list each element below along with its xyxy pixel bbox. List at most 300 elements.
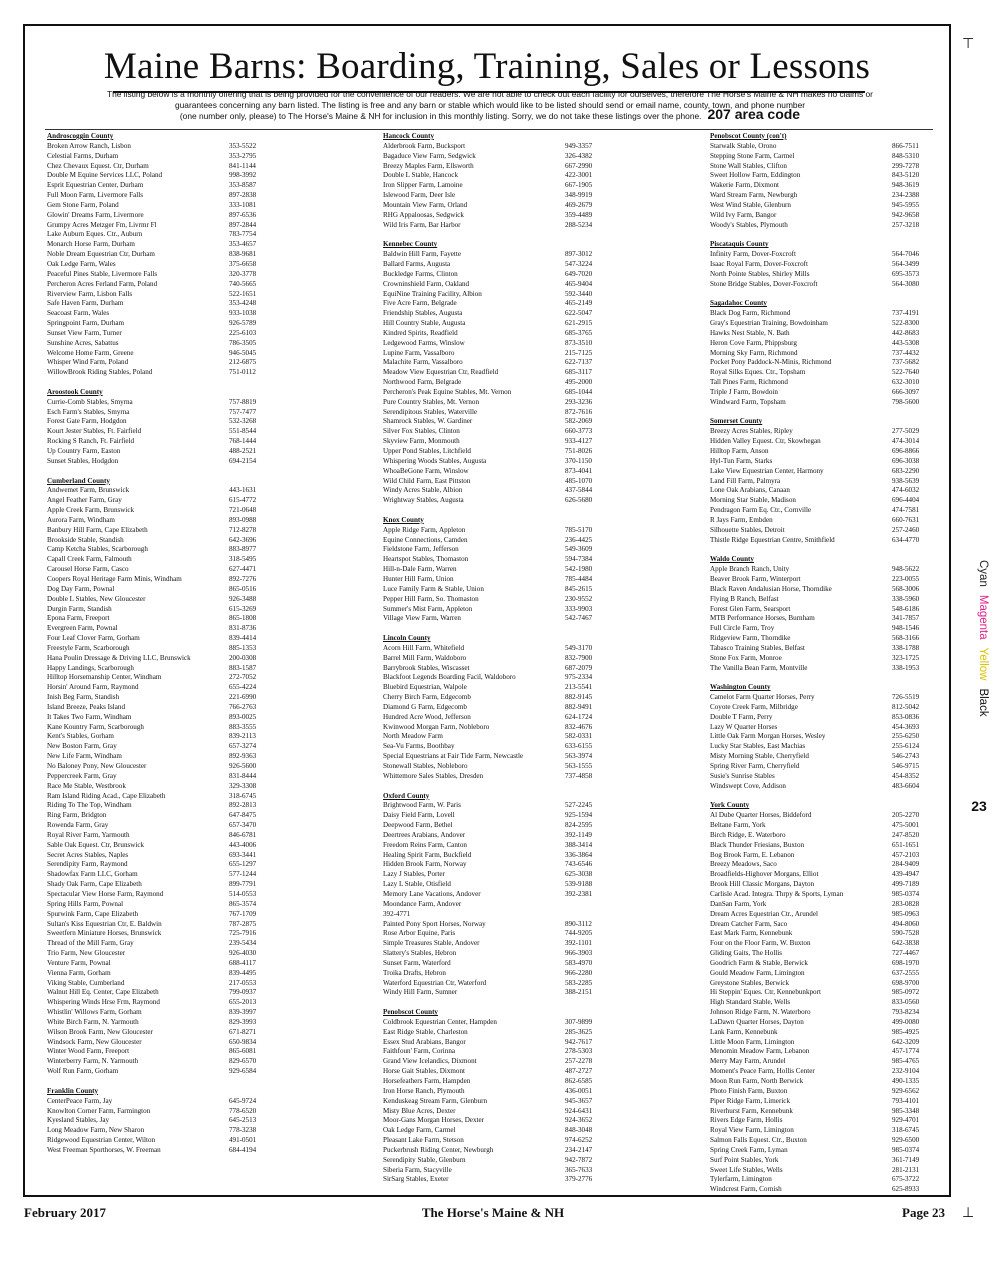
barn-name: Aurora Farm, Windham [47,515,115,524]
barn-name: Morning Star Stable, Madison [710,496,796,505]
barn-name: Windsock Farm, New Gloucester [47,1037,142,1046]
barn-phone: 865-3574 [229,899,257,908]
barn-listing-row [47,634,279,644]
barn-name: Daisy Field Farm, Lovell [383,811,455,820]
barn-phone: 539-9188 [565,880,593,889]
barn-phone: 892-9363 [229,752,257,761]
barn-name: Bagaduce View Farm, Sedgwick [383,151,476,160]
barn-name: Greystone Stables, Berwick [710,978,789,987]
barn-phone: 946-5045 [229,348,257,357]
barn-phone: 872-7616 [565,407,593,416]
barn-name: Wrightway Stables, Augusta [383,496,464,505]
crop-mark-top-icon: ⊤ [962,36,975,52]
barn-phone: 436-0051 [565,1086,593,1095]
barn-listing-row [47,605,279,615]
barn-name: Hana Poulin Dressage & Driving LLC, Brunswick [47,653,191,662]
barn-listing-row [47,831,279,841]
section-gap [383,998,615,1008]
barn-listing-row [710,988,942,998]
barn-listing-row [383,486,615,496]
barn-listing-row [710,624,942,634]
barn-phone: 239-5434 [229,939,257,948]
barn-phone: 338-1953 [892,663,920,672]
barn-listing-row [383,1087,615,1097]
barn-listing-row [47,1116,279,1126]
barn-listing-row [47,673,279,683]
barn-listing-row [47,260,279,270]
barn-phone: 483-6604 [892,781,920,790]
barn-phone: 649-7020 [565,269,593,278]
barn-listing-row [710,575,942,585]
barn-listing-row [383,142,615,152]
barn-phone: 945-5955 [892,200,920,209]
barn-name: Walnut Hill Eq. Center, Cape Elizabeth [47,988,159,997]
barn-listing-row [710,949,942,959]
barn-phone: 257-2460 [892,525,920,534]
barn-name: West Freeman Sporthorses, W. Freeman [47,1145,161,1154]
barn-listing-row [383,1077,615,1087]
barn-listing-row [47,644,279,654]
barn-phone: 744-9205 [565,929,593,938]
barn-phone: 469-2679 [565,200,593,209]
barn-listing-row [47,782,279,792]
barn-name: Hawks Nest Stable, N. Bath [710,328,790,337]
barn-phone: 205-2270 [892,811,920,820]
barn-phone: 359-4489 [565,210,593,219]
county-heading: Washington County [710,683,771,692]
county-heading: Hancock County [383,132,435,140]
barn-listing-row [47,1057,279,1067]
barn-listing-row [710,1038,942,1048]
barn-name: Viking Stable, Cumberland [47,978,125,987]
barn-listing-row [383,536,615,546]
barn-listing-row [47,949,279,959]
barn-listing-row [383,762,615,772]
barn-name: North Pointe Stables, Shirley Mills [710,269,810,278]
barn-name: Gliding Gaits, The Hollis [710,949,782,958]
barn-listing-row [383,821,615,831]
barn-name: Percheron's Peak Equine Stables, Mt. Vernon [383,387,512,396]
barn-name: Lone Oak Arabians, Canaan [710,486,790,495]
barn-name: Broadfields-Highover Morgans, Elliot [710,870,819,879]
barn-name: Silver Fox Stables, Clinton [383,427,460,436]
barn-phone: 829-3993 [229,1017,257,1026]
barn-phone: 726-5519 [892,693,920,702]
barn-listing-row [47,162,279,172]
barn-phone: 465-9404 [565,279,593,288]
barn-listing-row [47,181,279,191]
barn-listing-row [383,1126,615,1136]
barn-listing-row [383,929,615,939]
barn-phone: 712-8278 [229,525,257,534]
barn-phone: 833-0560 [892,998,920,1007]
crop-mark-bottom-icon: ⊥ [962,1205,975,1221]
barn-listing-row [383,1097,615,1107]
barn-listing-row [710,644,942,654]
barn-name: Wolf Run Farm, Gorham [47,1067,119,1076]
barn-phone: 257-2278 [565,1057,593,1066]
barn-listing-row [383,575,615,585]
barn-listing-row [710,1018,942,1028]
barn-name: Forest Glen Farm, Searsport [710,604,791,613]
barn-phone: 787-2875 [229,919,257,928]
barn-name: Acorn Hill Farm, Whitefield [383,643,465,652]
barn-listing-row [47,910,279,920]
barn-phone: 522-7640 [892,368,920,377]
barn-phone: 624-1724 [565,712,593,721]
barn-name: Puckerbrush Riding Center, Newburgh [383,1145,494,1154]
barn-listing-row [47,683,279,693]
barn-phone: 799-0937 [229,988,257,997]
barn-listing-row [383,644,615,654]
barn-listing-row [383,831,615,841]
barn-name: WillowBrook Riding Stables, Poland [47,368,153,377]
barn-phone: 392-2381 [565,889,593,898]
barn-listing-row [47,398,279,408]
barn-listing-row [383,1047,615,1057]
barn-name: Windward Farm, Topsham [710,397,786,406]
section-gap [47,378,279,388]
barn-listing-row [47,732,279,742]
barn-listing-row [383,703,615,713]
barn-phone: 942-7872 [565,1155,593,1164]
barn-listing-row [710,1156,942,1166]
barn-phone: 657-3470 [229,821,257,830]
barn-phone: 998-3992 [229,171,257,180]
barn-name: WhoaBeGone Farm, Winslow [383,466,469,475]
barn-listing-row [47,1097,279,1107]
barn-listing-row [383,417,615,427]
barn-listing-row [383,565,615,575]
barn-listing-row [710,851,942,861]
barn-phone: 338-5960 [892,594,920,603]
barn-name: 392-4771 [383,909,411,918]
barn-phone: 236-4425 [565,535,593,544]
barn-phone: 751-8026 [565,447,593,455]
barn-name: Camp Ketcha Stables, Scarborough [47,545,148,554]
barn-listing-row [383,1146,615,1156]
barn-name: Little Oak Farm Morgan Horses, Wesley [710,732,826,741]
barn-listing-row [47,821,279,831]
barn-listing-row [383,851,615,861]
barn-phone: 326-4382 [565,151,593,160]
barn-phone: 948-5622 [892,565,920,574]
barn-listing-row [710,211,942,221]
barn-name: Shady Oak Farm, Cape Elizabeth [47,880,142,889]
intro-paragraph: The listing below is a monthly offering that is being provided for the convenience of our readers. We are not able to check out each facility for ourselves, therefore The Horse's Maine & NH makes no claims or guarantees concerning any barn listed. The listing is free and any barn or stable which would like to be listed should send or email name, county, town, and phone number [107,89,873,111]
barn-name: Dog Day Farm, Pownal [47,584,115,593]
barn-phone: 985-0972 [892,988,920,997]
barn-name: Royal View Farm, Limington [710,1126,794,1135]
barn-listing-row [383,841,615,851]
barn-listing-row [47,349,279,359]
barn-listing-row [383,309,615,319]
barn-name: The Vanilla Bean Farm, Montville [710,663,808,672]
barn-name: Hunter Hill Farm, Union [383,574,454,583]
barn-name: Apple Creek Farm, Brunswick [47,506,135,515]
barn-listing-row [47,565,279,575]
barn-phone: 333-1081 [229,200,257,209]
barn-name: Land Fill Farm, Palmyra [710,476,781,485]
barn-phone: 353-4657 [229,240,257,249]
barn-phone: 583-4970 [565,958,593,967]
barn-phone: 491-0501 [229,1136,257,1145]
section-gap [710,230,942,240]
barn-name: Double L Stable, Hancock [383,171,458,180]
county-heading: Aroostook County [47,387,103,396]
barn-phone: 698-9700 [892,978,920,987]
barn-listing-row [47,545,279,555]
barn-listing-row [47,417,279,427]
barn-phone: 443-5308 [892,338,920,347]
barn-phone: 353-5522 [229,141,257,150]
barn-listing-row [47,358,279,368]
barn-phone: 926-4030 [229,949,257,958]
barn-name: Pure Country Stables, Mt. Vernon [383,397,480,406]
barn-listing-row [47,1047,279,1057]
barn-listing-row [47,171,279,181]
barn-name: Vienna Farm, Gorham [47,968,111,977]
section-gap [383,624,615,634]
barn-name: Luce Family Farm & Stable, Union [383,584,484,593]
barn-listing-row [710,1087,942,1097]
barn-phone: 320-3778 [229,269,257,278]
barn-name: Ridgewood Equestrian Center, Wilton [47,1136,156,1145]
barn-phone: 642-3838 [892,939,920,948]
barn-phone: 865-6081 [229,1047,257,1056]
barn-phone: 949-3357 [565,141,593,150]
barn-name: Dream Catcher Farm, Saco [710,919,788,928]
barn-listing-row [47,486,279,496]
barn-phone: 443-4006 [229,840,257,849]
barn-phone: 257-3218 [892,220,920,229]
barn-name: Kenduskeag Stream Farm, Glenburn [383,1096,488,1105]
barn-name: Troika Drafts, Hebron [383,968,446,977]
barn-name: Happy Landings, Scarborough [47,663,134,672]
barn-phone: 757-8819 [229,397,257,406]
barn-phone: 866-7511 [892,141,919,150]
barn-phone: 666-3097 [892,387,920,396]
barn-listing-row [710,585,942,595]
barn-phone: 522-8300 [892,319,920,328]
barn-phone: 655-1297 [229,860,257,869]
barn-name: Wild Ivy Farm, Bangor [710,210,777,219]
barn-phone: 379-2776 [565,1175,593,1184]
barn-name: Sultan's Kiss Equestrian Ctr, E. Baldwin [47,919,162,928]
barn-name: Fieldstone Farm, Jefferson [383,545,459,554]
barn-name: Inish Beg Farm, Standish [47,693,120,702]
barn-phone: 284-9409 [892,860,920,869]
barn-phone: 200-0308 [229,653,257,662]
barn-phone: 234-2388 [892,191,920,200]
barn-name: Serendipitous Stables, Waterville [383,407,478,416]
barn-phone: 655-2013 [229,998,257,1007]
barn-listing-row [383,329,615,339]
barn-listing-row [710,723,942,733]
barn-name: Brightwood Farm, W. Paris [383,801,461,810]
barn-name: Birch Ridge, E. Waterboro [710,830,786,839]
barn-name: Sunset Stables, Hodgdon [47,456,119,465]
barn-phone: 975-2334 [565,673,593,682]
barn-phone: 985-0963 [892,909,920,918]
barn-name: Islewood Farm, Deer Isle [383,191,456,200]
barn-listing-row [710,506,942,516]
barn-phone: 234-2147 [565,1145,593,1154]
barn-listing-row [47,339,279,349]
barn-name: Kindred Spirits, Readfield [383,328,458,337]
barn-phone: 899-7791 [229,880,257,889]
barn-listing-row [710,1146,942,1156]
barn-phone: 853-0836 [892,712,920,721]
barn-listing-row [383,605,615,615]
barn-phone: 657-3274 [229,742,257,751]
barn-name: Capall Creek Farm, Falmouth [47,555,132,564]
barn-phone: 660-3773 [565,427,593,436]
barn-phone: 353-2795 [229,151,257,160]
barn-name: Forest Gate Farm, Hodgdon [47,417,127,426]
barn-name: Esch Farm's Stables, Smyrna [47,407,130,416]
barn-listing-row [710,1047,942,1057]
barn-listing-row [383,772,615,782]
section-gap [383,782,615,792]
barn-name: Hilltop Farm, Anson [710,447,769,455]
barn-name: Spectacular View Horse Farm, Raymond [47,889,164,898]
barn-listing-row [383,1067,615,1077]
barn-name: Apple Ridge Farm, Appleton [383,525,466,534]
barn-name: Coyote Creek Farm, Milbridge [710,702,798,711]
barn-listing-row [710,634,942,644]
county-heading: Androscoggin County [47,132,114,140]
barn-listing-row [47,870,279,880]
barn-listing-row [47,201,279,211]
barn-name: Carousel Horse Farm, Casco [47,565,129,574]
barn-phone: 725-7916 [229,929,257,938]
barn-name: Riverview Farm, Lisbon Falls [47,289,133,298]
barn-phone: 621-2915 [565,319,593,328]
barn-listing-row [47,792,279,802]
barn-listing-row [710,595,942,605]
section-gap [383,506,615,516]
barn-listing-row [710,1057,942,1067]
barn-phone: 757-7477 [229,407,257,416]
barn-name: Freestyle Farm, Scarborough [47,643,130,652]
barn-name: Angel Feather Farm, Gray [47,496,122,505]
barn-phone: 499-7189 [892,880,920,889]
barn-listing-row [710,831,942,841]
barn-phone: 622-5047 [565,309,593,318]
barn-name: Buckledge Farms, Clinton [383,269,458,278]
barn-listing-row [710,1008,942,1018]
barn-name: Whistlin' Willows Farm, Gorham [47,1008,142,1017]
barn-listing-row [47,536,279,546]
barn-listing-row [710,309,942,319]
county-heading: Piscataquis County [710,240,769,249]
barn-name: Wild Child Farm, East Pittston [383,476,471,485]
barn-listing-row [47,280,279,290]
header-separator [45,129,933,130]
barn-name: Windswept Cove, Addison [710,781,786,790]
barn-phone: 938-5639 [892,476,920,485]
barn-name: Sweet Hollow Farm, Eddington [710,171,801,180]
barn-listing-row [383,1136,615,1146]
barn-listing-row [47,900,279,910]
barn-phone: 783-7754 [229,230,257,239]
barn-name: Secret Acres Stables, Naples [47,850,129,859]
barn-phone: 737-4858 [565,771,593,780]
barn-name: Moment's Peace Farm, Hollis Center [710,1067,815,1076]
barn-listing-row [710,920,942,930]
barn-listing-row [47,929,279,939]
barn-listing-row [710,152,942,162]
barn-listing-row [383,1038,615,1048]
barn-phone: 929-4701 [892,1116,920,1125]
barn-listing-row [710,319,942,329]
barn-phone: 388-2151 [565,988,593,997]
barn-listing-row [710,171,942,181]
page-title: Maine Barns: Boarding, Training, Sales or Lessons [103,46,871,87]
barn-listing-row [383,398,615,408]
barn-name: Hidden Brook Farm, Norway [383,860,467,869]
barn-phone: 737-5682 [892,358,920,367]
barn-name: Lake View Equestrian Center, Harmony [710,466,824,475]
barn-name: High Standard Stable, Wells [710,998,791,1007]
barn-phone: 285-3625 [565,1027,593,1036]
barn-name: Kent's Stables, Gorham [47,732,114,741]
barn-name: Susie's Sunrise Stables [710,771,775,780]
barn-listing-row [710,1116,942,1126]
barn-phone: 985-0374 [892,889,920,898]
barn-name: Serendipity Farm, Raymond [47,860,128,869]
barn-phone: 831-8444 [229,771,257,780]
barn-name: East Ridge Stable, Charleston [383,1027,468,1036]
barn-listing-row [47,1018,279,1028]
barn-phone: 768-1444 [229,437,257,446]
barn-phone: 278-5303 [565,1047,593,1056]
barn-phone: 577-1244 [229,870,257,879]
barn-phone: 564-7046 [892,250,920,259]
barn-listing-row [710,1126,942,1136]
section-gap [47,467,279,477]
barn-phone: 925-1594 [565,811,593,820]
barn-phone: 696-4404 [892,496,920,505]
barn-listing-row [710,979,942,989]
barn-listing-row [383,260,615,270]
barn-phone: 832-7900 [565,653,593,662]
barn-listing-row [383,162,615,172]
barn-listing-row [47,408,279,418]
barn-name: Merry May Farm, Arundel [710,1057,786,1066]
barn-listing-row [383,1028,615,1038]
barn-listing-row [710,762,942,772]
barn-name: Seacoast Farm, Wales [47,309,110,318]
barn-phone: 688-4117 [229,958,256,967]
barn-phone: 564-3499 [892,259,920,268]
barn-phone: 942-7617 [565,1037,593,1046]
barn-phone: 839-3997 [229,1008,257,1017]
barn-phone: 625-3038 [565,870,593,879]
barn-listing-row [710,1107,942,1117]
barn-name: Oak Ledge Farm, Wales [47,259,116,268]
barn-phone: 897-6536 [229,210,257,219]
barn-listing-row [710,811,942,821]
barn-name: North Meadow Farm [383,732,443,741]
barn-listing-row [710,732,942,742]
barn-name: Upper Pond Stables, Litchfield [383,447,471,455]
barn-phone: 684-4194 [229,1145,257,1154]
barn-name: Glowin' Dreams Farm, Livermore [47,210,144,219]
footer-publication: The Horse's Maine & NH [421,1205,565,1220]
barn-listing-row [383,939,615,949]
